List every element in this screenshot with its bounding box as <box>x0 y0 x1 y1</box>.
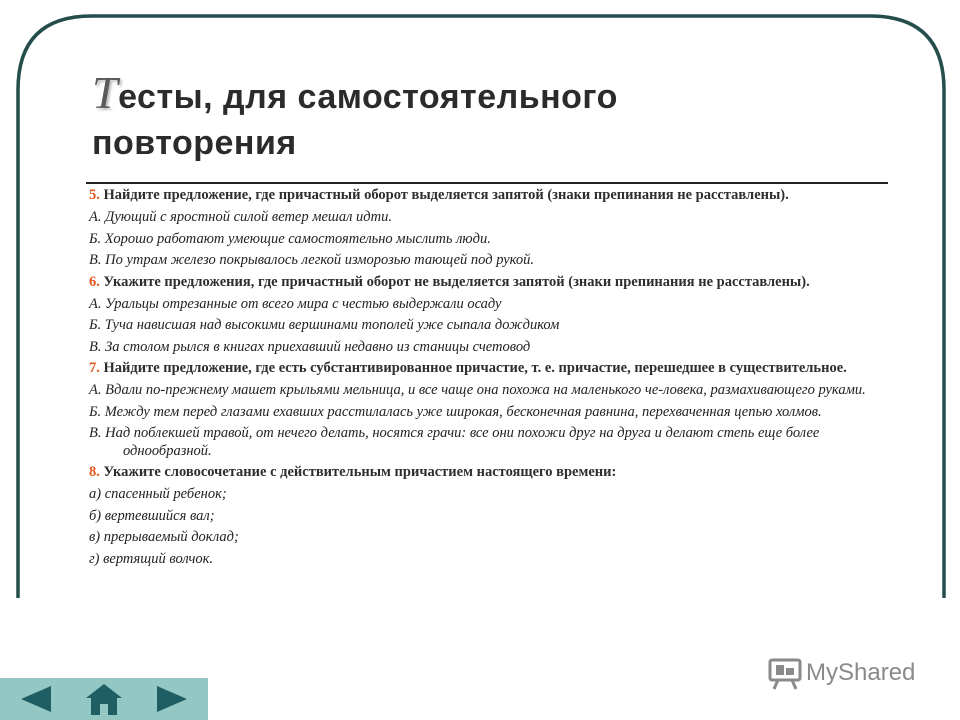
page-title <box>92 67 892 166</box>
title-divider <box>86 182 888 184</box>
answer-option: А. Вдали по-прежнему машет крыльями мельница, и все чаще она похожа на маленького че-ловека, размахивающего руками. <box>89 382 866 398</box>
next-slide-button[interactable] <box>148 681 198 717</box>
answer-option: Б. Между тем перед глазами ехавших расстилалась уже широкая, бесконечная равнина, перехваченная цепью холмов. <box>89 403 822 420</box>
arrow-right-icon <box>155 684 191 714</box>
answer-option: Б. Туча нависшая над высокими вершинами тополей уже сыпала дождиком <box>89 317 560 333</box>
arrow-left-icon <box>17 684 53 714</box>
watermark-text: MyShared <box>806 659 916 686</box>
question <box>89 187 889 204</box>
question <box>89 464 889 481</box>
title-initial: Т <box>92 67 119 118</box>
question-text: Укажите словосочетание с действительным причастием настоящего времени: <box>103 464 617 480</box>
question-number: 5. <box>89 187 100 203</box>
answer-option: в) прерываемый доклад; <box>89 529 239 545</box>
mysharedwatermark <box>768 656 915 690</box>
question-text: Найдите предложение, где есть субстантивированное причастие, т. е. причастие, перешедшее в существительное. <box>103 360 847 376</box>
title-line2: повторения <box>92 124 297 162</box>
answer-option: А. Уральцы отрезанные от всего мира с честью выдержали осаду <box>89 295 502 312</box>
prev-slide-button[interactable] <box>10 681 60 717</box>
question-number: 7. <box>89 360 100 376</box>
question <box>89 274 889 291</box>
answer-option: а) спасенный ребенок; <box>89 486 227 502</box>
answer-option: г) вертящий волчок. <box>89 550 214 567</box>
question <box>89 360 889 377</box>
home-button[interactable] <box>79 681 129 717</box>
question-number: 6. <box>89 273 100 290</box>
test-content <box>89 186 889 572</box>
question-text: Укажите предложения, где причастный оборот не выделяется запятой (знаки препинания не расставлены). <box>103 273 810 290</box>
answer-option: В. Над поблекшей травой, от нечего делать, носятся грачи: все они похожи друг на друга и делают степь еще более однообразной. <box>89 425 820 459</box>
answer-option: В. По утрам железо покрывалось легкой изморозью тающей под рукой. <box>89 252 535 268</box>
slide-navigation <box>0 678 208 720</box>
answer-option: А. Дующий с яростной силой ветер мешал идти. <box>89 209 392 225</box>
answer-option: б) вертевшийся вал; <box>89 507 215 524</box>
answer-option: В. За столом рылся в книгах приехавший недавно из станицы счетовод <box>89 338 531 355</box>
home-icon <box>84 682 124 716</box>
question-text: Найдите предложение, где причастный оборот выделяется запятой (знаки препинания не расставлены). <box>103 187 789 203</box>
question-number: 8. <box>89 464 100 480</box>
presentation-logo-icon <box>768 656 802 690</box>
title-line1: есты, для самостоятельного <box>118 78 618 116</box>
answer-option: Б. Хорошо работают умеющие самостоятельно мыслить люди. <box>89 230 491 247</box>
